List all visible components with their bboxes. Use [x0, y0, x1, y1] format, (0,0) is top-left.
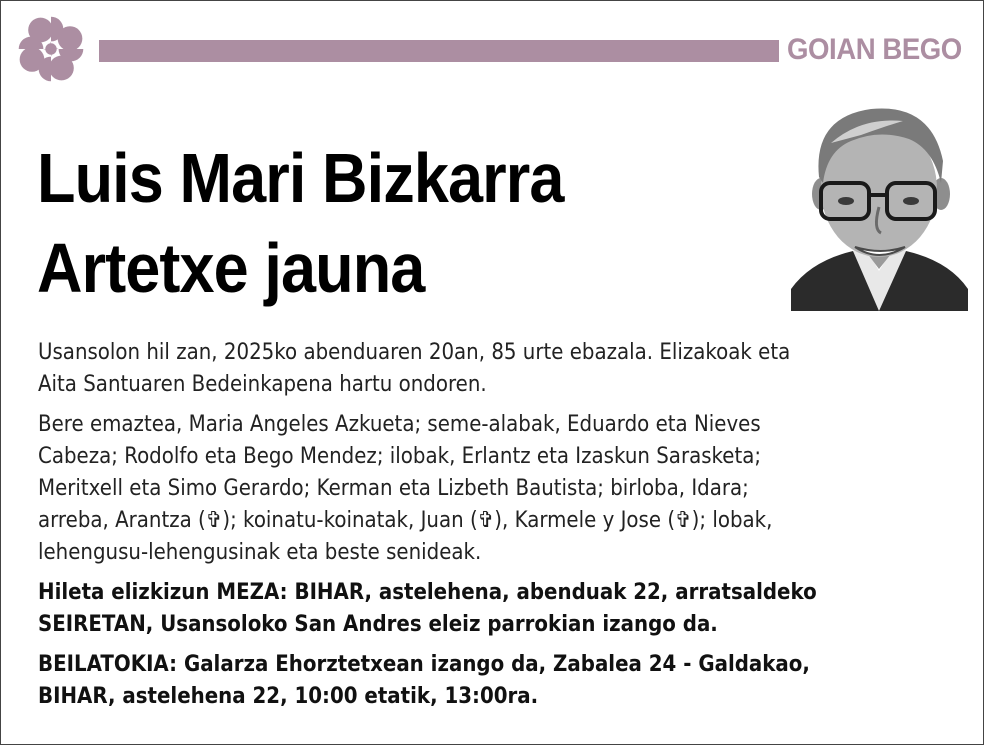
lauburu-icon — [13, 11, 89, 87]
family-line: Cabeza; Rodolfo eta Bego Mendez; ilobak, Erlantz eta Izaskun Sarasketa; — [38, 444, 762, 469]
death-line: Aita Santuaren Bedeinkapena hartu ondoren. — [38, 372, 487, 397]
portrait-photo — [791, 99, 968, 311]
name-line-1: Luis Mari Bizkarra — [37, 139, 564, 217]
name-line-2: Artetxe jauna — [37, 229, 425, 307]
wake-line: BIHAR, astelehena 22, 10:00 etatik, 13:00ra. — [38, 684, 539, 709]
header-band — [99, 40, 779, 62]
funeral-mass-paragraph — [38, 577, 965, 641]
deceased-name — [37, 133, 564, 313]
family-line: arreba, Arantza (✞); koinatu-koinatak, Juan (✞), Karmele y Jose (✞); lobak, — [38, 508, 773, 533]
family-paragraph — [38, 409, 965, 569]
family-line: Bere emaztea, Maria Angeles Azkueta; seme-alabak, Eduardo eta Nieves — [38, 412, 761, 437]
death-paragraph — [38, 337, 965, 401]
notice-body — [38, 337, 968, 721]
death-line: Usansolon hil zan, 2025ko abenduaren 20an, 85 urte ebazala. Elizakoak eta — [38, 340, 791, 365]
family-line: Meritxell eta Simo Gerardo; Kerman eta Lizbeth Bautista; birloba, Idara; — [38, 476, 749, 501]
section-label: GOIAN BEGO — [787, 33, 962, 66]
mass-line: Hileta elizkizun MEZA: BIHAR, astelehena, abenduak 22, arratsaldeko — [38, 580, 817, 605]
wake-line: BEILATOKIA: Galarza Ehorztetxean izango da, Zabalea 24 - Galdakao, — [38, 652, 810, 677]
mass-line: SEIRETAN, Usansoloko San Andres eleiz parrokian izango da. — [38, 612, 718, 637]
family-line: lehengusu-lehengusinak eta beste senideak. — [38, 540, 482, 565]
wake-paragraph — [38, 649, 965, 713]
